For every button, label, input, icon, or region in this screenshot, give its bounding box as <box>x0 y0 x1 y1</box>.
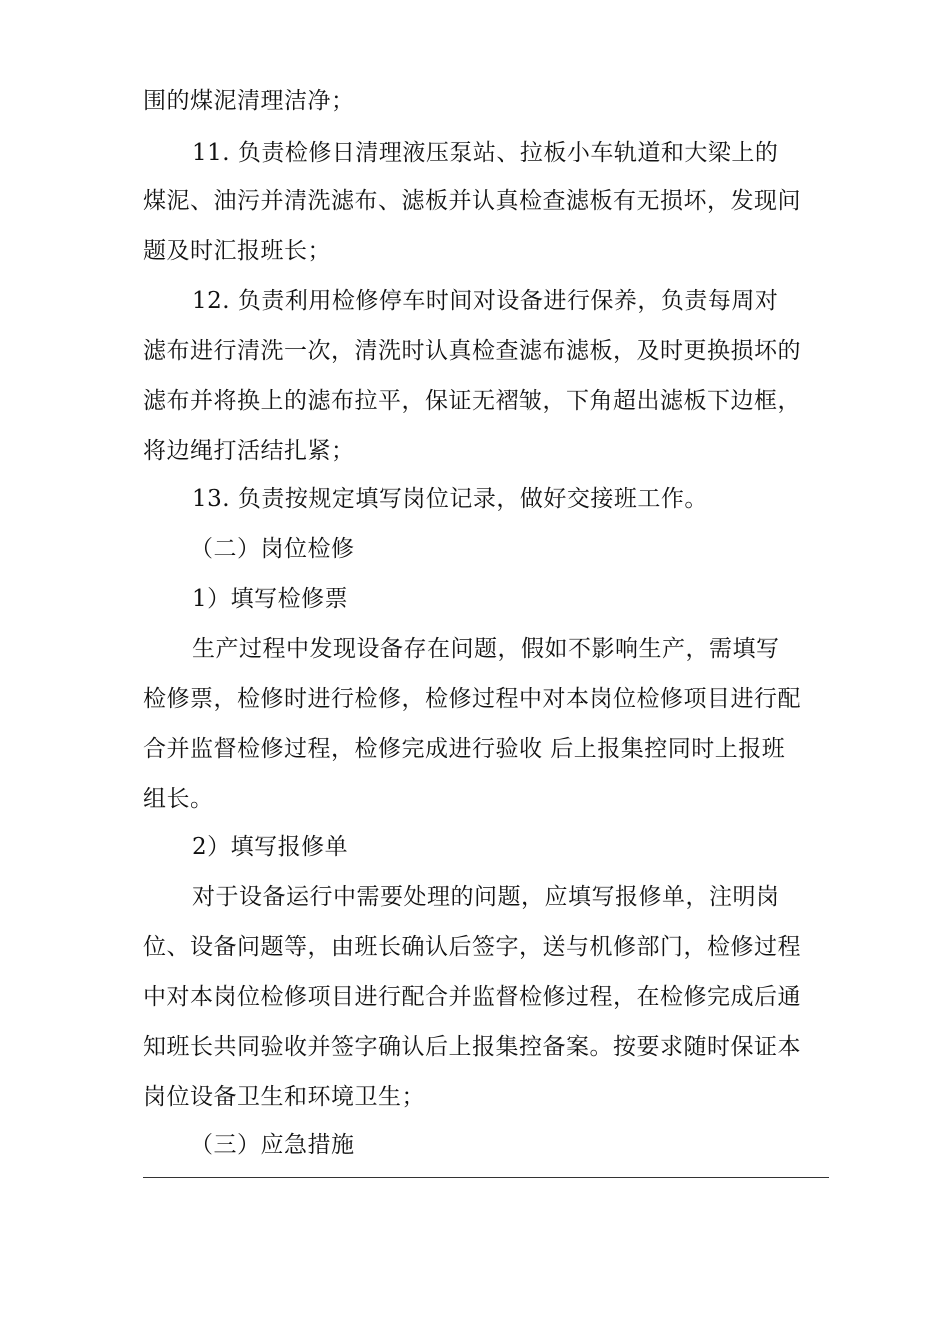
text-line: 知班长共同验收并签字确认后上报集控备案。按要求随时保证本 <box>143 1034 801 1060</box>
section-heading-2: （二）岗位检修 <box>190 536 355 562</box>
footer-divider <box>143 1177 829 1178</box>
text-line: 合并监督检修过程，检修完成进行验收 后上报集控同时上报班 <box>143 736 786 762</box>
list-item-13: 13. 负责按规定填写岗位记录，做好交接班工作。 <box>192 486 708 512</box>
paragraph-line: 对于设备运行中需要处理的问题，应填写报修单，注明岗 <box>192 884 780 910</box>
text-line: 组长。 <box>143 786 214 812</box>
text-line: 位、设备问题等，由班长确认后签字，送与机修部门，检修过程 <box>143 934 801 960</box>
text-line: 围的煤泥清理洁净； <box>143 88 355 114</box>
section-heading-3: （三）应急措施 <box>190 1132 355 1158</box>
text-line: 中对本岗位检修项目进行配合并监督检修过程，在检修完成后通 <box>143 984 801 1010</box>
subsection-heading-1: 1）填写检修票 <box>192 586 349 612</box>
text-line: 滤布进行清洗一次，清洗时认真检查滤布滤板，及时更换损坏的 <box>143 338 801 364</box>
list-item-12: 12. 负责利用检修停车时间对设备进行保养，负责每周对 <box>192 288 779 314</box>
subsection-heading-2: 2）填写报修单 <box>192 834 349 860</box>
text-line: 岗位设备卫生和环境卫生； <box>143 1084 425 1110</box>
text-line: 煤泥、油污并清洗滤布、滤板并认真检查滤板有无损坏，发现问 <box>143 188 801 214</box>
text-line: 滤布并将换上的滤布拉平，保证无褶皱，下角超出滤板下边框， <box>143 388 801 414</box>
text-line: 将边绳打活结扎紧； <box>143 438 355 464</box>
paragraph-line: 生产过程中发现设备存在问题，假如不影响生产，需填写 <box>192 636 780 662</box>
text-line: 题及时汇报班长； <box>143 238 331 264</box>
text-line: 检修票，检修时进行检修，检修过程中对本岗位检修项目进行配 <box>143 686 801 712</box>
list-item-11: 11. 负责检修日清理液压泵站、拉板小车轨道和大梁上的 <box>192 140 779 166</box>
